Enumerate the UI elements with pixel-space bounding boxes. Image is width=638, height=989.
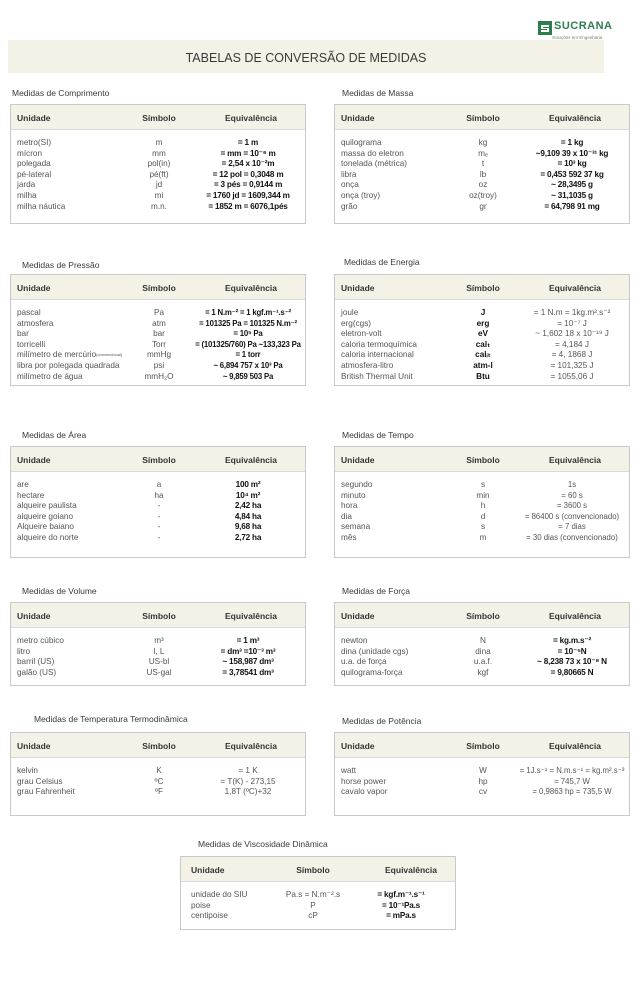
equivalence-value: = 7 dias (558, 522, 586, 532)
unit-symbol: W (479, 766, 487, 775)
unit-name: metro cúbico (17, 636, 64, 645)
header-unidade: Unidade (17, 113, 51, 123)
panel-header (11, 733, 305, 758)
equivalence-column (189, 138, 307, 212)
equivalence-value: = kg.m.s⁻² (552, 636, 592, 645)
unit-name: galão (US) (17, 667, 57, 677)
header-equivalencia: Equivalência (225, 113, 277, 123)
section-label-temperatura: Medidas de Temperatura Termodinâmica (34, 714, 188, 724)
symbols-column (129, 766, 189, 798)
unit-symbol: pol(in) (147, 159, 171, 169)
brand-tagline: Soluções em Engenharia (552, 35, 603, 40)
unit-symbol: K (156, 766, 162, 775)
equivalence-value: = 0,453 592 37 kg (540, 169, 604, 179)
units-column (17, 480, 78, 544)
equivalence-value: = 3600 s (556, 501, 588, 511)
panel-header (335, 275, 629, 300)
header-equivalencia: Equivalência (549, 113, 601, 123)
header-equivalencia: Equivalência (549, 283, 601, 293)
equivalence-value: = 1 kg (560, 138, 584, 147)
header-unidade: Unidade (17, 283, 51, 293)
equivalence-value: = 86400 s (convencionado) (524, 511, 620, 521)
header-simbolo: Símbolo (142, 611, 176, 621)
equivalence-value: = 64,798 91 mg (544, 201, 600, 211)
unit-symbol: jd (155, 180, 163, 190)
equivalence-value: ~ 158,987 dm³ (222, 657, 274, 667)
equivalence-value: 100 m² (235, 480, 261, 489)
unit-name: newton (341, 636, 368, 645)
units-column (17, 766, 75, 798)
equivalence-value: = 1 m³ (236, 636, 260, 645)
unit-symbol: s (480, 480, 486, 489)
equivalence-value: = mm = 10⁻⁶ m (220, 148, 276, 158)
unit-symbol: mi (154, 190, 164, 200)
unit-symbol: cv (478, 787, 488, 797)
panel-volume (10, 602, 306, 686)
units-column (341, 480, 372, 544)
section-label-volume: Medidas de Volume (22, 586, 97, 596)
unit-symbol: calₜ (475, 339, 491, 349)
equivalence-value: = 30 dias (convencionado) (526, 532, 618, 542)
unit-name: alqueire goiano (17, 511, 73, 521)
equivalence-value: = 1 N.m⁻² = 1 kgf.m⁻¹.s⁻² (205, 308, 291, 317)
equivalence-value: = 1 m (237, 138, 259, 147)
equivalence-column (513, 636, 631, 678)
equivalence-value: = dm³ =10⁻³ m³ (220, 646, 276, 656)
unit-name: barril (US) (17, 657, 55, 667)
header-simbolo: Símbolo (142, 283, 176, 293)
unit-symbol: kg (478, 138, 488, 147)
unit-name: libra por polegada quadrada (17, 360, 120, 370)
unit-symbol: Pa (153, 308, 164, 317)
symbols-column (278, 890, 348, 922)
header-simbolo: Símbolo (466, 283, 500, 293)
equivalence-value: = 10⁵ Pa (233, 329, 263, 339)
unit-symbol: ha (154, 490, 164, 500)
unit-name: mícron (17, 148, 43, 158)
header-unidade: Unidade (191, 865, 225, 875)
unit-name: alqueire do norte (17, 532, 79, 542)
unit-name: Alqueire baiano (17, 522, 74, 532)
unit-name: semana (341, 522, 371, 532)
unit-symbol: psi (153, 360, 165, 370)
symbols-column (453, 636, 513, 678)
equivalence-value: = 3 pés = 0,9144 m (213, 180, 283, 190)
panel-header (11, 105, 305, 130)
unit-name: litro (17, 646, 31, 656)
header-equivalencia: Equivalência (549, 455, 601, 465)
unit-symbol: ºF (155, 787, 163, 797)
header-equivalencia: Equivalência (225, 455, 277, 465)
section-label-viscosidade: Medidas de Viscosidade Dinâmica (198, 839, 328, 849)
unit-symbol: bar (153, 329, 165, 339)
unit-symbol: mmH₂O (144, 371, 174, 381)
unit-name: pascal (17, 308, 41, 317)
panel-massa (334, 104, 630, 224)
unit-name: hectare (17, 490, 45, 500)
symbols-column (453, 766, 513, 798)
unit-name: segundo (341, 480, 373, 489)
unit-name: onça (341, 180, 359, 190)
unit-name: milha náutica (17, 201, 66, 211)
unit-symbol: eV (477, 329, 488, 339)
section-label-massa: Medidas de Massa (342, 88, 414, 98)
header-equivalencia: Equivalência (549, 741, 601, 751)
equivalence-value: = 101325 Pa = 101325 N.m⁻² (199, 318, 297, 328)
unit-name: kelvin (17, 766, 38, 775)
unit-symbol: hp (478, 776, 488, 786)
section-label-energia: Medidas de Energia (344, 257, 420, 267)
header-equivalencia: Equivalência (385, 865, 437, 875)
logo-mark-icon (538, 21, 552, 35)
equivalence-column (351, 890, 451, 922)
equivalence-value: = 1 N.m = 1kg.m².s⁻² (533, 308, 611, 317)
title-bar (8, 40, 604, 73)
unit-symbol: gr (479, 201, 487, 211)
panel-header (335, 447, 629, 472)
unit-name-row (17, 350, 122, 361)
unit-name: grau Fahrenheit (17, 787, 75, 797)
units-column (341, 766, 387, 798)
units-column (17, 636, 64, 678)
panel-header (11, 447, 305, 472)
symbols-column (129, 636, 189, 678)
brand-name: SUCRANA (554, 20, 613, 32)
equivalence-value: = 9,80665 N (550, 667, 594, 677)
symbols-column (129, 308, 189, 382)
unit-name: poise (191, 900, 211, 910)
equivalence-value: = 101,325 J (550, 360, 594, 370)
unit-symbol: m.n. (151, 201, 167, 211)
section-label-pressao: Medidas de Pressão (22, 260, 100, 270)
equivalence-value: = 3,78541 dm³ (222, 667, 274, 677)
equivalence-column (513, 138, 631, 212)
panel-header (11, 603, 305, 628)
equivalence-value: = 10⁻⁷ J (557, 318, 587, 328)
equivalence-value: = 4,184 J (555, 339, 589, 349)
header-equivalencia: Equivalência (225, 283, 277, 293)
unit-name: u.a. de força (341, 657, 387, 667)
unit-name: milha (17, 190, 37, 200)
header-unidade: Unidade (341, 283, 375, 293)
unit-symbol: Torr (151, 339, 167, 349)
unit-name: caloria termoquímica (341, 339, 417, 349)
equivalence-column (189, 636, 307, 678)
section-label-potencia: Medidas de Potência (342, 716, 422, 726)
unit-symbol: a (156, 480, 162, 489)
unit-name: milímetro de água (17, 371, 83, 381)
unit-symbol: mm (152, 148, 166, 158)
unit-name: watt (341, 766, 357, 775)
equivalence-value: = 1J.s⁻¹ = N.m.s⁻¹ = kg.m².s⁻³ (519, 766, 625, 775)
unit-symbol: l, L (153, 646, 165, 656)
equivalence-value: 4,84 ha (234, 511, 262, 521)
equivalence-value: ~ 9,859 503 Pa (222, 371, 274, 381)
unit-symbol: oz (478, 180, 488, 190)
equivalence-value: = 12 pol = 0,3048 m (212, 169, 284, 179)
panel-pressao (10, 274, 306, 386)
equivalence-column (189, 308, 307, 382)
unit-symbol: P (310, 900, 316, 910)
equivalence-value: = (101325/760) Pa ~133,323 Pa (195, 339, 301, 349)
section-label-area: Medidas de Área (22, 430, 87, 440)
panel-header (335, 105, 629, 130)
unit-symbol: s (480, 522, 486, 532)
unit-name: pé-lateral (17, 169, 52, 179)
unit-name: jarda (17, 180, 36, 190)
equivalence-value: = T(K) - 273,15 (220, 776, 276, 786)
unit-symbol: ºC (154, 776, 164, 786)
equivalence-value: = 2,54 x 10⁻²m (221, 159, 275, 169)
header-simbolo: Símbolo (142, 455, 176, 465)
unit-symbol: - (157, 511, 161, 521)
unit-symbol: mmHg (146, 350, 172, 360)
unit-symbol: calᵢₜ (475, 350, 491, 360)
unit-name: quilograma (341, 138, 382, 147)
header-unidade: Unidade (341, 455, 375, 465)
unit-symbol: m³ (154, 636, 164, 645)
unit-symbol: US-gal (146, 667, 172, 677)
equivalence-value: 1,8T (ºC)+32 (224, 787, 272, 797)
panel-tempo (334, 446, 630, 558)
equivalence-value: = 1 K (238, 766, 258, 775)
equivalence-value: = 1 torr (235, 350, 261, 360)
unit-name: minuto (341, 490, 366, 500)
panel-header (11, 275, 305, 300)
equivalence-column (189, 766, 307, 798)
header-simbolo: Símbolo (466, 611, 500, 621)
header-unidade: Unidade (341, 741, 375, 751)
panel-forca (334, 602, 630, 686)
equivalence-value: = 0,9863 hp = 735,5 W (532, 787, 612, 797)
panel-header (335, 603, 629, 628)
unit-symbol: - (157, 501, 161, 511)
unit-name: metro(SI) (17, 138, 52, 147)
unit-name: cavalo vapor (341, 787, 388, 797)
equivalence-value: ~ 28,3495 g (551, 180, 593, 190)
unit-name: caloria internacional (341, 350, 414, 360)
equivalence-column (189, 480, 307, 544)
unit-symbol: t (481, 159, 485, 169)
unit-symbol: u.a.f. (473, 657, 493, 667)
equivalence-value: ~ 1,602 18 x 10⁻¹⁹ J (535, 329, 609, 339)
header-unidade: Unidade (341, 113, 375, 123)
symbols-column (453, 138, 513, 212)
equivalence-value: = 10³ kg (557, 159, 587, 169)
header-simbolo: Símbolo (142, 741, 176, 751)
unit-symbol: atm-l (473, 360, 493, 370)
header-unidade: Unidade (341, 611, 375, 621)
equivalence-value: ~ 8,238 73 x 10⁻⁸ N (537, 657, 607, 667)
equivalence-value: = kgf.m⁻¹.s⁻¹ (377, 890, 425, 899)
unit-name: erg(cgs) (341, 318, 372, 328)
equivalence-value: 2,42 ha (234, 501, 262, 511)
equivalence-column (513, 480, 631, 544)
header-simbolo: Símbolo (142, 113, 176, 123)
equivalence-value: 1s (567, 480, 577, 489)
unit-symbol: - (157, 532, 161, 542)
panel-potencia (334, 732, 630, 816)
equivalence-value: = 60 s (561, 490, 583, 500)
unit-name: quilograma-força (341, 667, 403, 677)
equivalence-value: = 1852 m = 6076,1pés (208, 201, 288, 211)
unit-name: hora (341, 501, 358, 511)
unit-symbol: m (479, 532, 487, 542)
symbols-column (453, 308, 513, 382)
unit-name: libra (341, 169, 357, 179)
header-simbolo: Símbolo (466, 113, 500, 123)
unit-symbol: cP (308, 911, 318, 921)
header-simbolo: Símbolo (466, 741, 500, 751)
panel-energia (334, 274, 630, 386)
unit-name: milímetro de mercúrio (17, 350, 97, 360)
units-column (341, 138, 407, 212)
unit-name: eletron-volt (341, 329, 382, 339)
panel-comprimento (10, 104, 306, 224)
unit-symbol: d (480, 511, 486, 521)
unit-symbol: dina (475, 646, 491, 656)
equivalence-value: = 745,7 W (554, 776, 590, 786)
panel-area (10, 446, 306, 558)
header-simbolo: Símbolo (296, 865, 330, 875)
equivalence-value: = 4, 1868 J (551, 350, 593, 360)
unit-name: horse power (341, 776, 387, 786)
units-column (341, 308, 417, 382)
header-unidade: Unidade (17, 741, 51, 751)
unit-symbol: US-bl (148, 657, 170, 667)
units-column (17, 308, 122, 382)
unit-name: tonelada (métrica) (341, 159, 407, 169)
unit-symbol: h (480, 501, 486, 511)
equivalence-value: ~9,109 39 x 10⁻³¹ kg (535, 148, 609, 158)
unit-symbol: mₑ (478, 148, 488, 158)
unit-name: dina (unidade cgs) (341, 646, 409, 656)
unit-name: British Thermal Unit (341, 371, 413, 381)
panel-temperatura (10, 732, 306, 816)
section-label-forca: Medidas de Força (342, 586, 411, 596)
unit-symbol: atm (152, 318, 166, 328)
header-simbolo: Símbolo (466, 455, 500, 465)
equivalence-value: 9,68 ha (234, 522, 262, 532)
equivalence-value: ~ 31,1035 g (551, 190, 593, 200)
unit-name: polegada (17, 159, 51, 169)
unit-symbol: Btu (476, 371, 490, 381)
unit-name: grão (341, 201, 358, 211)
units-column (341, 636, 408, 678)
unit-symbol: kgf (477, 667, 489, 677)
panel-header (181, 857, 455, 882)
unit-symbol: lb (479, 169, 487, 179)
unit-name: alqueire paulista (17, 501, 77, 511)
unit-name: centipoise (191, 911, 228, 921)
header-equivalencia: Equivalência (225, 611, 277, 621)
symbols-column (129, 480, 189, 544)
equivalence-value: = 10⁻⁵N (557, 646, 587, 656)
unit-symbol: erg (476, 318, 490, 328)
header-unidade: Unidade (17, 611, 51, 621)
panel-viscosidade (180, 856, 456, 930)
unit-symbol: pé(ft) (149, 169, 169, 179)
equivalence-value: 2,72 ha (234, 532, 262, 542)
section-label-comprimento: Medidas de Comprimento (12, 88, 110, 98)
panel-header (335, 733, 629, 758)
equivalence-value: 10⁴ m² (235, 490, 261, 500)
units-column (17, 138, 65, 212)
equivalence-value: = 1055,06 J (550, 371, 594, 381)
section-label-tempo: Medidas de Tempo (342, 430, 414, 440)
unit-symbol: J (480, 308, 486, 317)
page-title: TABELAS DE CONVERSÃO DE MEDIDAS (185, 51, 427, 65)
header-unidade: Unidade (17, 455, 51, 465)
symbols-column (129, 138, 189, 212)
units-column (191, 890, 247, 922)
unit-name: onça (troy) (341, 190, 381, 200)
unit-name: grau Celsius (17, 776, 63, 786)
unit-note: (convencional) (96, 352, 123, 358)
symbols-column (453, 480, 513, 544)
unit-name: joule (341, 308, 359, 317)
header-equivalencia: Equivalência (549, 611, 601, 621)
unit-symbol: oz(troy) (469, 190, 497, 200)
equivalence-value: = 1760 jd = 1609,344 m (206, 190, 290, 200)
unit-name: atmosfera-litro (341, 360, 394, 370)
equivalence-value: = mPa.s (386, 911, 416, 921)
unit-symbol: m (155, 138, 163, 147)
unit-name: dia (341, 511, 352, 521)
equivalence-value: ~ 6,894 757 x 10³ Pa (213, 360, 283, 370)
unit-name: torricelli (17, 339, 46, 349)
unit-name: are (17, 480, 29, 489)
unit-name: unidade do SIU (191, 890, 248, 899)
unit-name: atmosfera (17, 318, 54, 328)
unit-symbol: N (480, 636, 486, 645)
unit-symbol: Pa.s = N.m⁻².s (285, 890, 341, 899)
unit-name: bar (17, 329, 29, 339)
unit-symbol: min (476, 490, 490, 500)
equivalence-column (513, 308, 631, 382)
unit-name: massa do eletron (341, 148, 404, 158)
unit-symbol: - (157, 522, 161, 532)
equivalence-value: = 10⁻¹Pa.s (381, 900, 421, 910)
header-equivalencia: Equivalência (225, 741, 277, 751)
unit-name: mês (341, 532, 357, 542)
equivalence-column (513, 766, 631, 798)
